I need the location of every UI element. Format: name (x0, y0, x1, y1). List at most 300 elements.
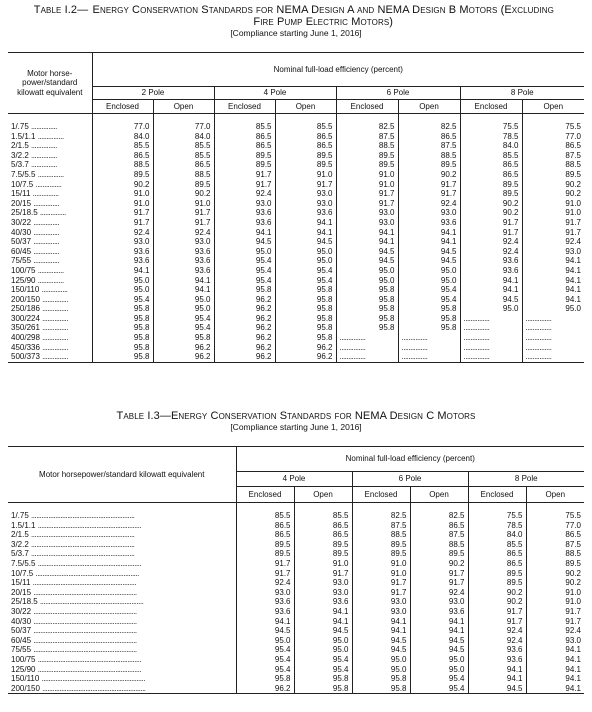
table1 (8, 52, 584, 363)
efficiency-value: 96.2 (153, 352, 214, 362)
efficiency-value: 88.5 (410, 540, 468, 550)
efficiency-value: 88.5 (565, 160, 581, 170)
efficiency-value: 95.8 (275, 333, 336, 343)
efficiency-value: 92.4 (468, 626, 526, 636)
leader-dots: ............................................................ (31, 511, 135, 520)
table1-pole-header: 4 Pole (214, 87, 336, 100)
efficiency-value: 95.8 (352, 684, 410, 694)
leader-dots: ............... (41, 285, 68, 295)
table-row (8, 343, 584, 353)
efficiency-value: 86.5 (460, 160, 522, 170)
efficiency-value: 94.5 (410, 645, 468, 655)
efficiency-value: 89.5 (153, 180, 214, 190)
row-label: 15/11 (11, 578, 31, 588)
efficiency-value: ............... (525, 323, 552, 333)
row-label: 1.5/1.1 (11, 131, 36, 141)
efficiency-value: 89.5 (336, 160, 398, 170)
efficiency-value: 94.5 (336, 247, 398, 257)
efficiency-value: 94.1 (565, 294, 581, 304)
table-row (8, 617, 584, 627)
table-row (8, 170, 584, 180)
efficiency-value: 91.7 (214, 170, 275, 180)
row-label-cell (8, 160, 92, 170)
leader-dots: ............... (35, 179, 62, 189)
efficiency-value: 93.0 (214, 199, 275, 209)
efficiency-value: 94.1 (410, 617, 468, 627)
table2 (8, 446, 584, 694)
efficiency-value: 82.5 (352, 511, 410, 521)
row-label-cell (8, 343, 92, 353)
efficiency-value: 93.6 (236, 597, 294, 607)
efficiency-value: 95.0 (336, 276, 398, 286)
table1-caption-main: Energy Conservation Standards for NEMA Design A and NEMA Design B Motors (Excluding Fire Pump Electric Motors) (92, 4, 554, 28)
row-label-cell (8, 199, 92, 209)
row-label-cell (8, 247, 92, 257)
table1-spacer-cell (336, 114, 398, 123)
table-row (8, 645, 584, 655)
efficiency-value: 95.8 (336, 304, 398, 314)
efficiency-value: 78.5 (468, 521, 526, 531)
efficiency-value: 96.2 (214, 295, 275, 305)
table2-body (8, 503, 584, 694)
row-label: 7.5/5.5 (11, 169, 36, 179)
efficiency-value: 85.5 (460, 151, 522, 161)
efficiency-value: 91.7 (398, 189, 460, 199)
row-label: 60/45 (11, 635, 32, 645)
row-label-cell (8, 352, 92, 362)
efficiency-value: ............... (460, 352, 522, 362)
efficiency-value: 86.5 (236, 521, 294, 531)
row-label-cell (8, 122, 92, 132)
row-label: 75/55 (11, 256, 32, 266)
efficiency-value: 94.1 (460, 285, 522, 295)
row-label-cell (8, 665, 236, 675)
table2-pole-header: 6 Pole (352, 472, 468, 487)
efficiency-value: ............... (460, 343, 522, 353)
row-label-cell (8, 304, 92, 314)
table-row (8, 180, 584, 190)
efficiency-value: 95.8 (92, 343, 153, 353)
row-label: 5/3.7 (11, 549, 29, 559)
leader-dots: ............... (42, 342, 68, 352)
table1-spacer-cell (153, 114, 214, 123)
table2-spacer-cell (410, 503, 468, 512)
efficiency-value: 95.0 (275, 256, 336, 266)
row-label-cell (8, 228, 92, 238)
efficiency-value: 91.7 (468, 607, 526, 617)
row-label: 125/90 (11, 275, 36, 285)
efficiency-value: ............... (398, 343, 460, 353)
efficiency-value: 91.7 (153, 218, 214, 228)
table-row (8, 597, 584, 607)
row-label-cell (8, 511, 236, 521)
row-label-cell (8, 597, 236, 607)
leader-dots: ............................................................ (31, 549, 135, 559)
table1-pole-header: 6 Pole (336, 87, 460, 100)
row-label: 50/37 (11, 626, 32, 636)
efficiency-value: 87.5 (565, 150, 581, 160)
table-row (8, 247, 584, 257)
leader-dots: ............................................................ (39, 597, 144, 607)
efficiency-value: ............... (336, 343, 398, 353)
row-label-cell (8, 540, 236, 550)
table-row (8, 237, 584, 247)
efficiency-value: 95.8 (92, 314, 153, 324)
table-row (8, 665, 584, 675)
row-label-cell (8, 132, 92, 142)
efficiency-value: 91.7 (565, 606, 581, 616)
row-label: 3/2.2 (11, 539, 29, 549)
efficiency-value: 94.1 (294, 607, 352, 617)
efficiency-value: 95.8 (336, 285, 398, 295)
efficiency-value: 94.1 (565, 683, 581, 693)
efficiency-value: 95.0 (398, 266, 460, 276)
efficiency-value: 95.0 (565, 304, 581, 314)
efficiency-value: 75.5 (565, 511, 581, 520)
efficiency-value: 96.2 (275, 352, 336, 362)
efficiency-value: 89.5 (92, 170, 153, 180)
efficiency-value: 95.8 (92, 323, 153, 333)
efficiency-value: 86.5 (565, 530, 581, 540)
table-row (8, 569, 584, 579)
efficiency-value: 95.4 (92, 295, 153, 305)
table2-spacer-cell (352, 503, 410, 512)
efficiency-value: 90.2 (92, 180, 153, 190)
efficiency-value: 82.5 (410, 511, 468, 521)
row-label-cell (8, 333, 92, 343)
row-label: 150/110 (11, 674, 40, 684)
efficiency-value: 85.5 (236, 511, 294, 521)
efficiency-value: 91.7 (236, 559, 294, 569)
efficiency-value: 90.2 (565, 189, 581, 199)
table2-pole-header: 4 Pole (236, 472, 352, 487)
leader-dots: ............................................................ (33, 635, 137, 645)
efficiency-value: 95.0 (153, 304, 214, 314)
efficiency-value: 92.4 (398, 199, 460, 209)
table-row (8, 511, 584, 521)
row-label: 40/30 (11, 227, 32, 237)
efficiency-value: 93.6 (460, 266, 522, 276)
row-label-cell (8, 285, 92, 295)
leader-dots: ............................................................ (35, 568, 139, 578)
efficiency-value: 89.5 (468, 578, 526, 588)
efficiency-value: 95.0 (92, 276, 153, 286)
table1-compliance: [Compliance starting June 1, 2016] (230, 28, 362, 38)
row-label: 300/224 (11, 313, 40, 323)
table1-body (8, 114, 584, 363)
row-label: 1/.75 (11, 511, 29, 520)
efficiency-value: 91.7 (214, 180, 275, 190)
efficiency-value: 89.5 (214, 160, 275, 170)
efficiency-value: 91.7 (275, 180, 336, 190)
table1-open-header: Open (522, 100, 584, 114)
efficiency-value: 90.2 (565, 179, 581, 189)
efficiency-value: 94.5 (468, 684, 526, 694)
efficiency-value: 90.2 (460, 208, 522, 218)
table2-open-header: Open (410, 487, 468, 503)
efficiency-value: 94.5 (398, 256, 460, 266)
row-label-cell (8, 256, 92, 266)
efficiency-value: 96.2 (214, 323, 275, 333)
table-row (8, 607, 584, 617)
table-row (8, 655, 584, 665)
efficiency-value: 94.1 (565, 285, 581, 295)
efficiency-value: 85.5 (92, 141, 153, 151)
efficiency-value: 89.5 (214, 151, 275, 161)
efficiency-value: 95.0 (153, 295, 214, 305)
row-label-cell (8, 655, 236, 665)
row-label: 2/1.5 (11, 141, 29, 151)
efficiency-value: 95.8 (398, 323, 460, 333)
table1-group-header: Nominal full-load efficiency (percent) (92, 53, 584, 87)
efficiency-value: 86.5 (236, 530, 294, 540)
row-label-cell (8, 180, 92, 190)
efficiency-value: 94.1 (336, 228, 398, 238)
efficiency-value: ............... (460, 314, 522, 324)
row-label: 10/7.5 (11, 179, 34, 189)
efficiency-value: 95.8 (398, 304, 460, 314)
leader-dots: ............... (33, 256, 60, 266)
efficiency-value: 95.8 (236, 674, 294, 684)
row-label: 60/45 (11, 246, 32, 256)
efficiency-value: 95.0 (236, 636, 294, 646)
efficiency-value: 90.2 (153, 189, 214, 199)
row-label: 25/18.5 (11, 597, 38, 607)
efficiency-value: ............... (398, 333, 460, 343)
efficiency-value: 93.0 (92, 237, 153, 247)
table1-open-header: Open (275, 100, 336, 114)
efficiency-value: 96.2 (214, 352, 275, 362)
efficiency-value: 89.5 (468, 569, 526, 579)
efficiency-value: 94.1 (565, 265, 581, 275)
efficiency-value: 94.1 (352, 626, 410, 636)
efficiency-value: 95.4 (294, 665, 352, 675)
efficiency-value: 95.0 (214, 247, 275, 257)
efficiency-value: 89.5 (352, 549, 410, 559)
table2-enclosed-header: Enclosed (468, 487, 526, 503)
row-label-cell (8, 295, 92, 305)
efficiency-value: 95.4 (236, 665, 294, 675)
table2-spacer-row (8, 503, 584, 512)
efficiency-value: 93.6 (153, 256, 214, 266)
efficiency-value: 95.8 (275, 314, 336, 324)
efficiency-value: 95.0 (410, 665, 468, 675)
leader-dots: ............... (32, 189, 59, 199)
row-label-cell (8, 674, 236, 684)
efficiency-value: 96.2 (214, 343, 275, 353)
efficiency-value: 94.1 (565, 664, 581, 674)
efficiency-value: 93.0 (410, 597, 468, 607)
leader-dots: ............... (42, 313, 68, 323)
efficiency-value: 88.5 (565, 549, 581, 559)
efficiency-value: 84.0 (153, 132, 214, 142)
row-label: 20/15 (11, 587, 32, 597)
efficiency-value: 94.5 (275, 237, 336, 247)
table1-pole-header: 8 Pole (460, 87, 584, 100)
efficiency-value: 91.0 (336, 180, 398, 190)
efficiency-value: 91.0 (294, 559, 352, 569)
table1-spacer-cell (92, 114, 153, 123)
efficiency-value: ............... (525, 352, 552, 362)
efficiency-value: 89.5 (565, 169, 581, 179)
efficiency-value: 89.5 (460, 189, 522, 199)
leader-dots: ............................................................ (32, 578, 137, 588)
efficiency-value: 94.1 (565, 645, 581, 655)
row-label: 40/30 (11, 616, 32, 626)
row-label-cell (8, 569, 236, 579)
efficiency-value: 86.5 (275, 141, 336, 151)
efficiency-value: 87.5 (398, 141, 460, 151)
efficiency-value: 95.8 (294, 684, 352, 694)
row-label-cell (8, 521, 236, 531)
row-label: 30/22 (11, 217, 32, 227)
row-label-cell (8, 626, 236, 636)
efficiency-value: 92.4 (153, 228, 214, 238)
efficiency-value: 91.7 (352, 588, 410, 598)
efficiency-value: 94.5 (352, 645, 410, 655)
efficiency-value: 89.5 (398, 160, 460, 170)
table1-spacer-cell (398, 114, 460, 123)
efficiency-value: 91.7 (236, 569, 294, 579)
row-label-cell (8, 266, 92, 276)
efficiency-value: 95.8 (336, 295, 398, 305)
efficiency-value: 86.5 (468, 549, 526, 559)
efficiency-value: 91.7 (92, 208, 153, 218)
table2-spacer-cell (526, 503, 584, 512)
efficiency-value: 88.5 (336, 141, 398, 151)
efficiency-value: 85.5 (468, 540, 526, 550)
table-row (8, 141, 584, 151)
table2-compliance: [Compliance starting June 1, 2016] (230, 422, 362, 432)
efficiency-value: 95.4 (398, 285, 460, 295)
leader-dots: ............................................................ (33, 587, 137, 597)
row-label: 7.5/5.5 (11, 558, 36, 568)
efficiency-value: 95.4 (153, 314, 214, 324)
efficiency-value: 84.0 (460, 141, 522, 151)
efficiency-value: 95.0 (92, 285, 153, 295)
row-label: 500/373 (11, 352, 40, 362)
efficiency-value: 93.6 (398, 218, 460, 228)
efficiency-value: 94.5 (294, 626, 352, 636)
efficiency-value: 89.5 (460, 180, 522, 190)
leader-dots: ............... (33, 246, 60, 256)
efficiency-value: 95.8 (275, 323, 336, 333)
efficiency-value: 94.1 (565, 674, 581, 684)
efficiency-value: 95.0 (294, 636, 352, 646)
efficiency-value: 95.8 (352, 674, 410, 684)
efficiency-value: 92.4 (468, 636, 526, 646)
table-row (8, 333, 584, 343)
efficiency-value: 93.0 (352, 597, 410, 607)
efficiency-value: 86.5 (410, 521, 468, 531)
efficiency-value: 92.4 (565, 237, 581, 247)
table1-enclosed-header: Enclosed (214, 100, 275, 114)
row-label: 30/22 (11, 606, 32, 616)
row-label: 125/90 (11, 664, 36, 674)
efficiency-value: 96.2 (214, 314, 275, 324)
table-row (8, 304, 584, 314)
efficiency-value: 91.0 (92, 199, 153, 209)
table1-enclosed-header: Enclosed (460, 100, 522, 114)
efficiency-value: 91.7 (565, 616, 581, 626)
efficiency-value: 94.1 (468, 674, 526, 684)
efficiency-value: 89.5 (275, 151, 336, 161)
table1-pole-header: 2 Pole (92, 87, 214, 100)
efficiency-value: 94.1 (410, 626, 468, 636)
efficiency-value: 93.0 (294, 578, 352, 588)
row-label-cell (8, 323, 92, 333)
efficiency-value: 95.4 (294, 655, 352, 665)
efficiency-value: 94.1 (468, 665, 526, 675)
efficiency-value: 95.8 (398, 314, 460, 324)
table2-enclosed-header: Enclosed (352, 487, 410, 503)
efficiency-value: 90.2 (468, 597, 526, 607)
efficiency-value: 93.6 (214, 208, 275, 218)
row-label: 25/18.5 (11, 208, 38, 218)
row-label: 1/.75 (11, 122, 29, 131)
table2-spacer-cell (294, 503, 352, 512)
efficiency-value: 89.5 (565, 558, 581, 568)
leader-dots: ............... (37, 275, 64, 285)
efficiency-value: 93.6 (294, 597, 352, 607)
efficiency-value: 94.5 (236, 626, 294, 636)
table-row (8, 266, 584, 276)
efficiency-value: 93.0 (275, 189, 336, 199)
efficiency-value: 95.8 (92, 304, 153, 314)
efficiency-value: 87.5 (352, 521, 410, 531)
efficiency-value: 91.7 (153, 208, 214, 218)
efficiency-value: 94.1 (398, 237, 460, 247)
efficiency-value: 94.1 (565, 654, 581, 664)
efficiency-value: 75.5 (468, 511, 526, 521)
efficiency-value: 94.5 (410, 636, 468, 646)
table-row (8, 228, 584, 238)
table-row (8, 256, 584, 266)
efficiency-value: 78.5 (460, 132, 522, 142)
table2-spacer-cell (8, 503, 236, 512)
table2-spacer-cell (468, 503, 526, 512)
efficiency-value: 96.2 (214, 304, 275, 314)
efficiency-value: 88.5 (352, 530, 410, 540)
row-label-cell (8, 141, 92, 151)
leader-dots: ............... (42, 304, 68, 314)
table-row (8, 578, 584, 588)
efficiency-value: 77.0 (153, 122, 214, 132)
efficiency-value: 77.0 (565, 131, 581, 141)
efficiency-value: 95.0 (410, 655, 468, 665)
efficiency-value: 94.1 (275, 218, 336, 228)
efficiency-value: 93.6 (153, 266, 214, 276)
efficiency-value: 95.8 (336, 314, 398, 324)
table2-caption-prefix: Table I.3— (116, 410, 171, 422)
efficiency-value: 92.4 (565, 626, 581, 636)
table1-enclosed-header: Enclosed (336, 100, 398, 114)
efficiency-value: 91.7 (398, 180, 460, 190)
efficiency-value: 93.0 (153, 237, 214, 247)
efficiency-value: 91.0 (565, 208, 581, 218)
efficiency-value: 93.6 (214, 218, 275, 228)
row-label: 250/186 (11, 304, 40, 314)
efficiency-value: 93.0 (336, 218, 398, 228)
efficiency-value: 96.2 (153, 343, 214, 353)
leader-dots: ............... (33, 198, 60, 208)
table-row (8, 636, 584, 646)
leader-dots: ............................................................ (37, 664, 142, 674)
leader-dots: ............................................................ (33, 645, 137, 655)
efficiency-value: 94.1 (460, 276, 522, 286)
efficiency-value: 96.2 (275, 343, 336, 353)
row-label-cell (8, 578, 236, 588)
